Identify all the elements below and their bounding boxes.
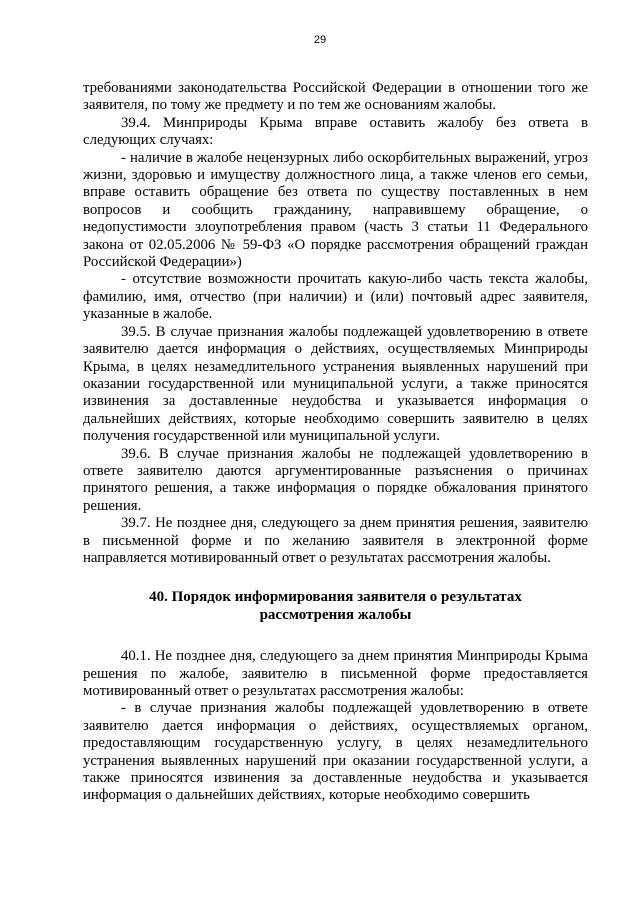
page-number: 29 — [313, 34, 327, 46]
section-heading — [83, 589, 588, 624]
paragraph-39-6: 39.6. В случае признания жалобы не подлежащей удовлетворению в ответе заявителю даются аргументированные разъяснения о причинах принятого решения, а также информация о порядке обжалования принятого решения. — [83, 445, 588, 514]
document-body — [83, 80, 588, 805]
paragraph-39-5: 39.5. В случае признания жалобы подлежащей удовлетворению в ответе заявителю дается информация о действиях, осуществляемых Минприроды Крыма, в целях незамедлительного устранения выявленных нарушений при оказании государственной или муниципальной услуги, а также приносятся извинения за доставленные неудобства и указывается информация о дальнейших действиях, которые необходимо совершить заявителю в целях получения государственной или муниципальной услуги. — [83, 323, 588, 445]
paragraph-39-4: 39.4. Минприроды Крыма вправе оставить жалобу без ответа в следующих случаях: — [83, 114, 588, 149]
paragraph-continuation: требованиями законодательства Российской Федерации в отношении того же заявителя, по тому же предмету и по тем же основаниям жалобы. — [83, 80, 588, 114]
paragraph-39-7: 39.7. Не позднее дня, следующего за днем принятия решения, заявителю в письменной форме и по желанию заявителя в электронной форме направляется мотивированный ответ о результатах рассмотрения жалобы. — [83, 515, 588, 566]
section-heading-line-2: рассмотрения жалобы — [259, 606, 412, 623]
list-item-complaint-satisfied: - в случае признания жалобы подлежащей удовлетворению в ответе заявителю дается информация о действиях, осуществляемых органом, предоставляющим государственную услугу, в целях незамедлительного устранения выявленных нарушений при оказании государственной услуги, а также приносятся извинения за доставленные неудобства и указывается информация о дальнейших действиях, которые необходимо совершить — [83, 700, 588, 804]
list-item-unreadable-text: - отсутствие возможности прочитать какую-либо часть текста жалобы, фамилию, имя, отчество (при наличии) и (или) почтовый адрес заявителя, указанные в жалобе. — [83, 271, 588, 323]
section-heading-line-1: 40. Порядок информирования заявителя о результатах — [149, 589, 522, 606]
paragraph-40-1: 40.1. Не позднее дня, следующего за днем принятия Минприроды Крыма решения по жалобе, заявителю в письменной форме предоставляется мотивированный ответ о результатах рассмотрения жалобы: — [83, 648, 588, 699]
list-item-obscene-language: - наличие в жалобе нецензурных либо оскорбительных выражений, угроз жизни, здоровью и имуществу должностного лица, а также членов его семьи, вправе оставить обращение без ответа по существу поставленных в нем вопросов и сообщить гражданину, направившему обращение, о недопустимости злоупотребления правом (часть 3 статьи 11 Федерального закона от 02.05.2006 № 59-ФЗ «О порядке рассмотрения обращений граждан Российской Федерации») — [83, 149, 588, 271]
